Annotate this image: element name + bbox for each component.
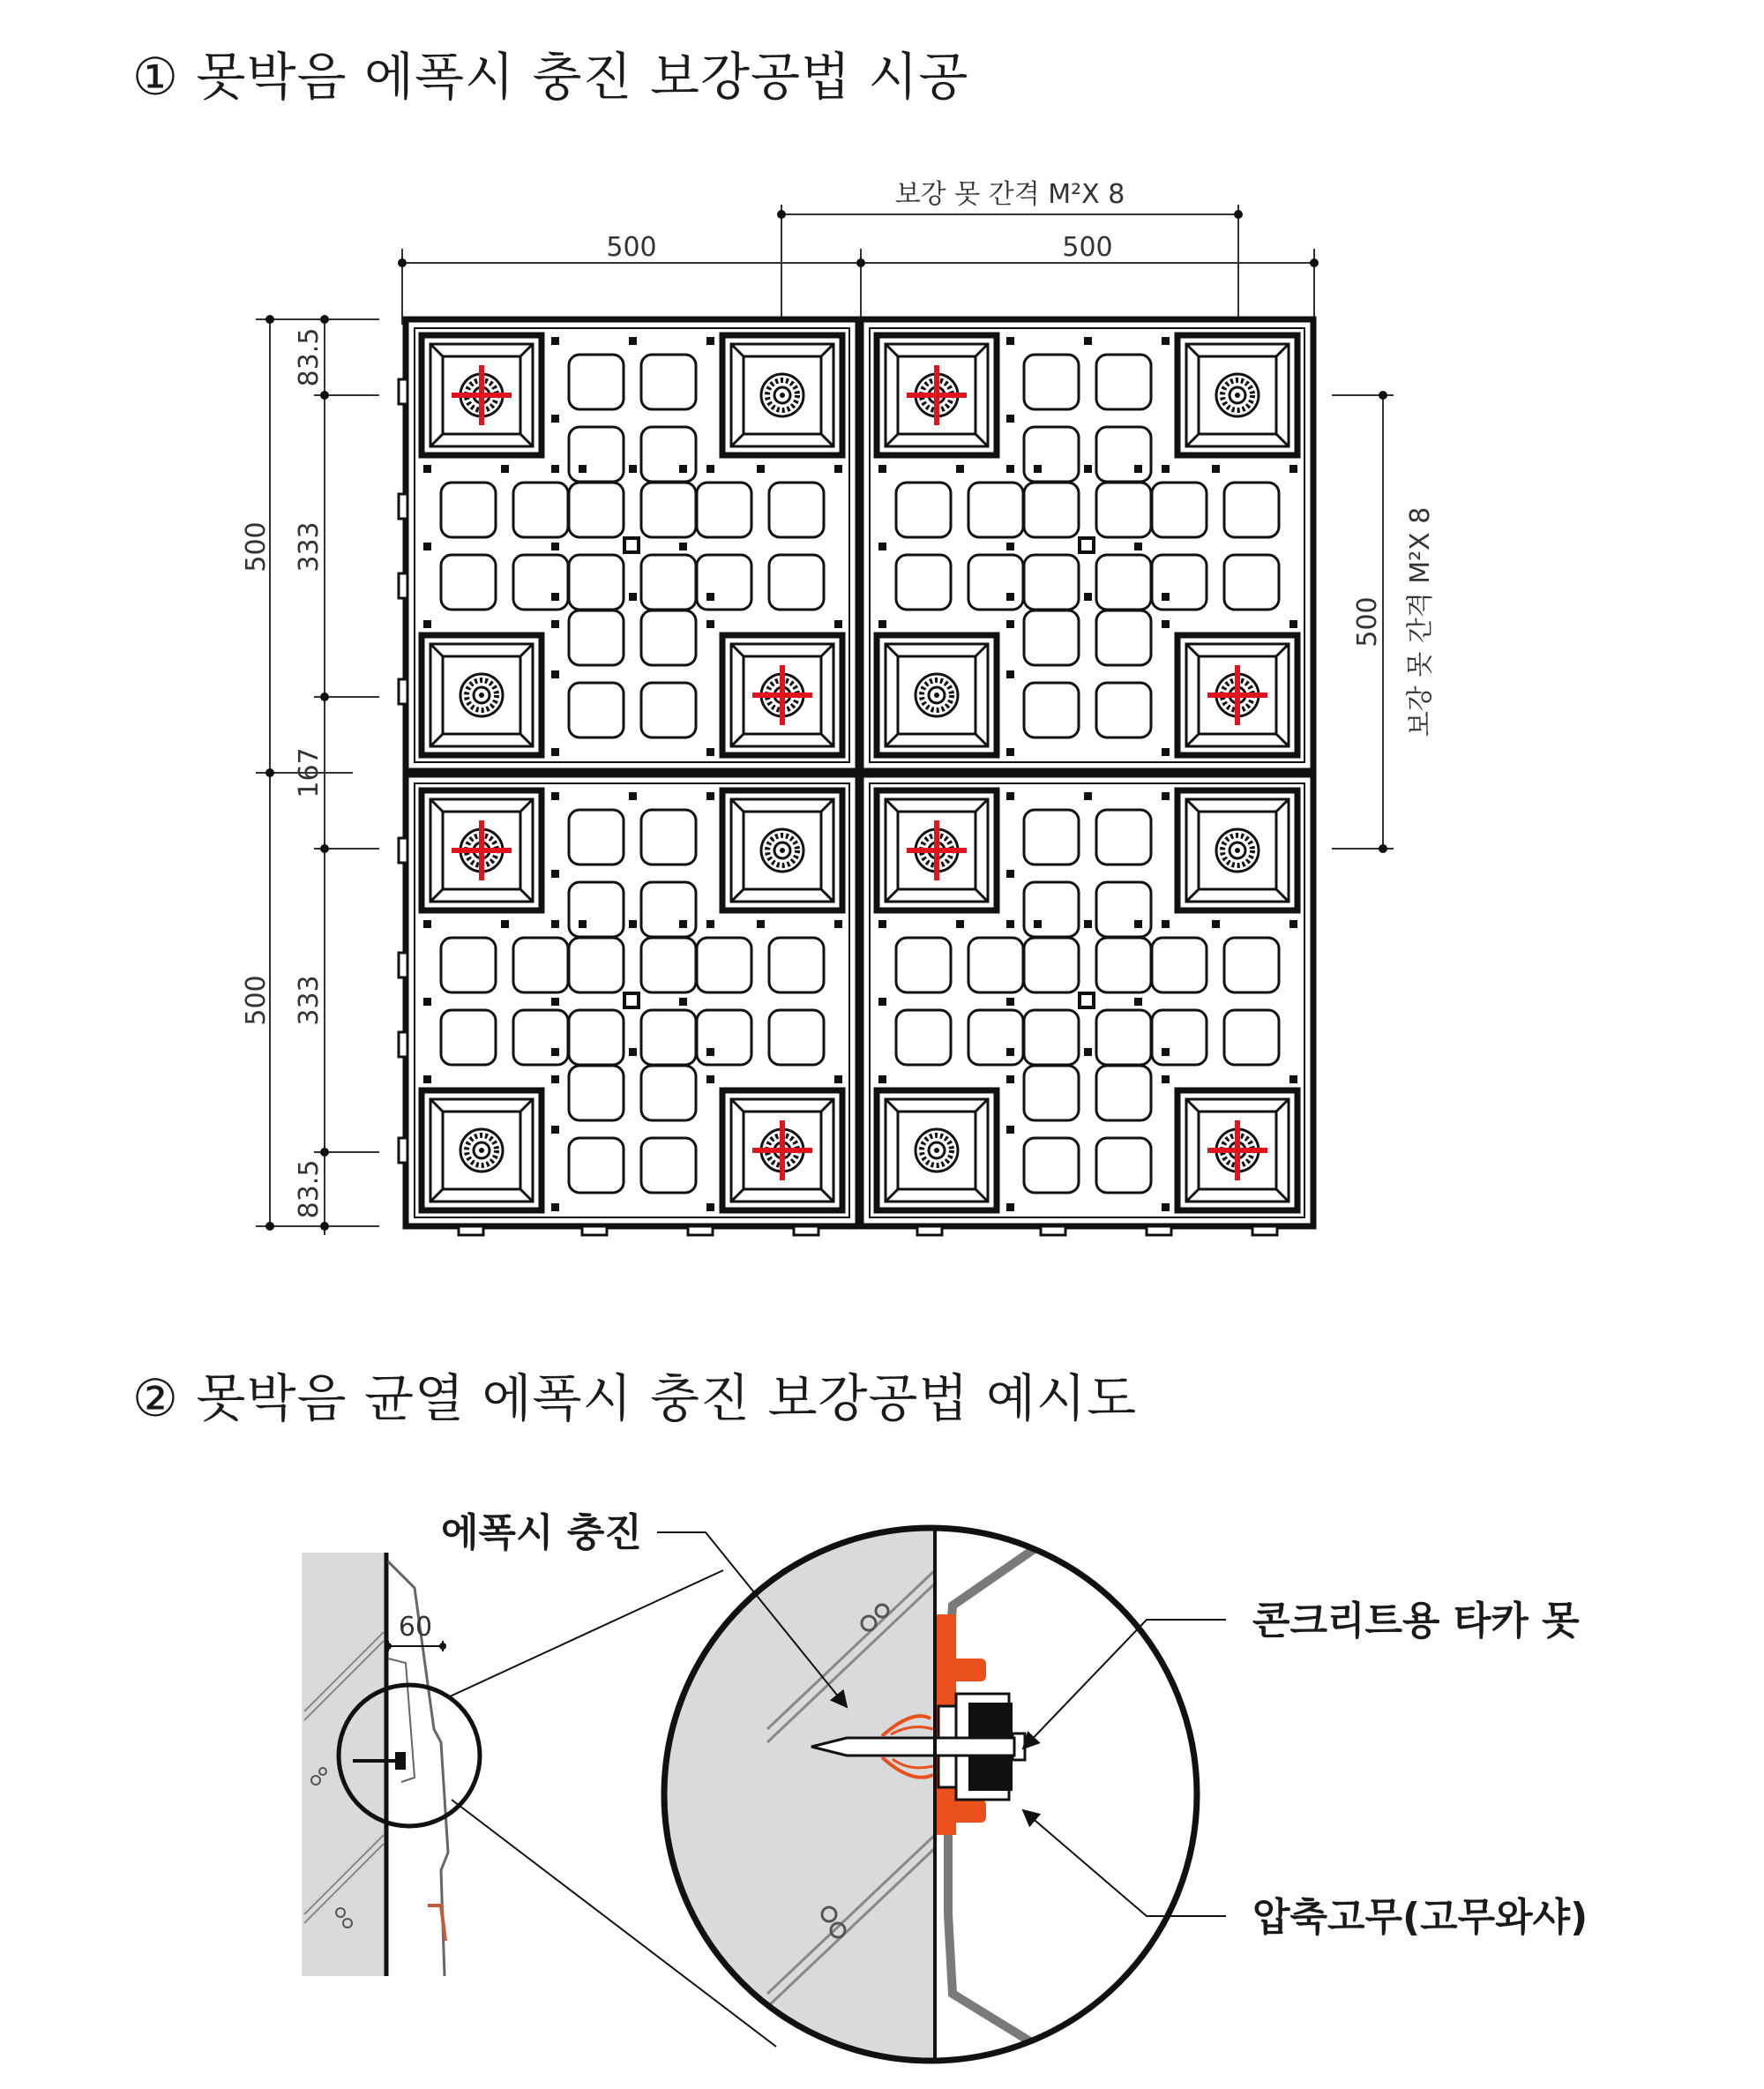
dim-right-spacing: 보강 못 간격 M²X 8 <box>1405 506 1436 738</box>
dim-inner-1: 83.5 <box>294 327 325 387</box>
section-2-title: ② 못박음 균열 에폭시 충진 보강공법 예시도 <box>132 1368 1138 1428</box>
dim-inner-4: 333 <box>294 975 325 1026</box>
dim-top-left: 500 <box>606 232 657 263</box>
dim-left-outer-bottom: 500 <box>241 975 272 1026</box>
magnified-detail <box>653 1517 1197 2082</box>
tile-bottom-right <box>861 775 1313 1226</box>
floor-tile-grid <box>399 319 1313 1235</box>
dim-top-spacing: 보강 못 간격 M²X 8 <box>894 179 1125 210</box>
dim-width: 60 <box>398 1612 433 1643</box>
dim-inner-5: 83.5 <box>294 1159 325 1219</box>
section-detail-small <box>302 1553 480 1976</box>
tile-top-right <box>861 319 1313 771</box>
dim-inner-3: 167 <box>294 747 325 798</box>
tile-bottom-left <box>406 775 858 1226</box>
dim-right-value: 500 <box>1352 596 1383 648</box>
label-epoxy-fill: 에폭시 충진 <box>441 1510 642 1555</box>
dim-inner-2: 333 <box>294 521 325 573</box>
dim-left-outer-top: 500 <box>241 521 272 573</box>
dim-top-right: 500 <box>1062 232 1113 263</box>
tile-top-left <box>406 319 858 771</box>
label-rubber-washer: 압축고무(고무와샤) <box>1252 1895 1588 1940</box>
section-1-title: ① 못박음 에폭시 충진 보강공법 시공 <box>132 47 969 107</box>
label-concrete-nail: 콘크리트용 타카 못 <box>1252 1599 1580 1643</box>
